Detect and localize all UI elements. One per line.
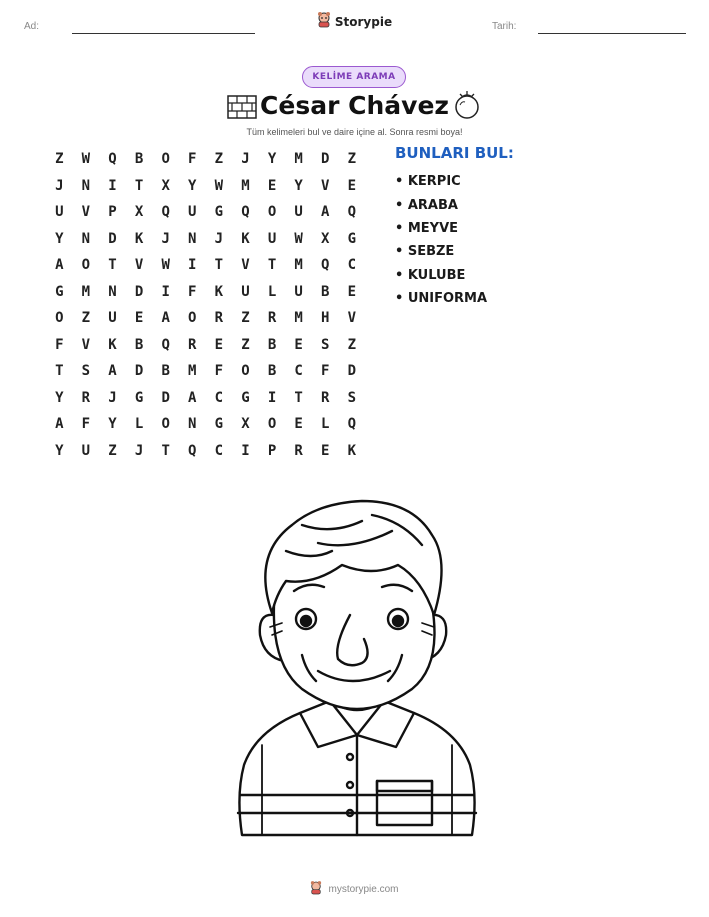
grid-letter[interactable]: P (108, 204, 117, 221)
grid-letter[interactable]: W (214, 177, 224, 194)
grid-letter[interactable]: Z (81, 310, 91, 327)
grid-letter[interactable]: S (347, 389, 357, 406)
grid-letter[interactable]: L (267, 283, 277, 300)
grid-letter[interactable]: E (267, 177, 277, 194)
grid-letter[interactable]: M (294, 257, 303, 274)
grid-letter[interactable]: R (214, 310, 224, 327)
grid-row (46, 199, 365, 226)
activity-badge: KELİME ARAMA (302, 66, 406, 88)
grid-letter[interactable]: O (267, 416, 277, 433)
grid-letter[interactable]: D (134, 363, 144, 380)
grid-letter[interactable]: V (321, 177, 330, 194)
brand-name: Storypie (334, 15, 393, 29)
man-portrait-illustration[interactable] (222, 495, 492, 859)
instructions: Tüm kelimeleri bul ve daire içine al. Sonra resmi boya! (246, 127, 463, 137)
grid-letter[interactable]: C (294, 363, 303, 380)
grid-letter[interactable]: T (267, 257, 277, 274)
grid-row (46, 173, 365, 200)
grid-letter[interactable]: U (81, 442, 91, 459)
grid-letter[interactable]: R (321, 389, 330, 406)
grid-letter[interactable]: U (294, 204, 303, 221)
grid-letter[interactable]: U (267, 230, 277, 247)
word-item: • KULUBE (395, 267, 466, 283)
grid-letter[interactable]: Q (161, 336, 170, 353)
grid-letter[interactable]: Q (347, 416, 357, 433)
grid-letter[interactable]: C (214, 389, 224, 406)
footer-url[interactable]: mystorypie.com (328, 884, 399, 895)
grid-letter[interactable]: Y (108, 416, 117, 433)
grid-letter[interactable]: N (108, 283, 117, 300)
grid-letter[interactable]: Z (347, 151, 357, 168)
grid-letter[interactable]: Y (267, 151, 277, 168)
grid-letter[interactable]: R (267, 310, 277, 327)
grid-letter[interactable]: B (134, 151, 144, 168)
grid-letter[interactable]: M (241, 177, 250, 194)
grid-letter[interactable]: B (161, 363, 170, 380)
grid-letter[interactable]: X (161, 177, 170, 194)
grid-letter[interactable]: L (134, 416, 144, 433)
grid-row (46, 358, 365, 385)
grid-letter[interactable]: K (134, 230, 144, 247)
grid-row (46, 332, 365, 359)
grid-letter[interactable]: A (108, 363, 117, 380)
grid-letter[interactable]: N (81, 177, 91, 194)
storypie-logo-icon (317, 12, 331, 32)
grid-letter[interactable]: Z (347, 336, 357, 353)
grid-letter[interactable]: I (267, 389, 277, 406)
grid-letter[interactable]: W (81, 151, 91, 168)
word-search-grid[interactable] (46, 146, 365, 464)
grid-letter[interactable]: M (81, 283, 91, 300)
grid-letter[interactable]: S (321, 336, 330, 353)
grid-letter[interactable]: O (161, 416, 170, 433)
grid-letter[interactable]: K (347, 442, 357, 459)
grid-letter[interactable]: R (81, 389, 91, 406)
grid-letter[interactable]: O (267, 204, 277, 221)
grid-letter[interactable]: P (267, 442, 277, 459)
grid-letter[interactable]: E (321, 442, 330, 459)
grid-row (46, 305, 365, 332)
grid-letter[interactable]: G (347, 230, 357, 247)
grid-letter[interactable]: T (294, 389, 303, 406)
grid-letter[interactable]: B (134, 336, 144, 353)
grid-letter[interactable]: Q (347, 204, 357, 221)
grid-letter[interactable]: U (294, 283, 303, 300)
grid-letter[interactable]: E (134, 310, 144, 327)
word-item: • MEYVE (395, 220, 459, 236)
grid-row (46, 226, 365, 253)
grid-letter[interactable]: J (134, 442, 144, 459)
grid-letter[interactable]: A (161, 310, 170, 327)
grid-letter[interactable]: N (188, 230, 197, 247)
grid-letter[interactable]: O (161, 151, 170, 168)
word-list-title: BUNLARI BUL: (395, 144, 514, 162)
grid-letter[interactable]: F (321, 363, 330, 380)
grid-letter[interactable]: G (214, 416, 224, 433)
grid-letter[interactable]: S (81, 363, 91, 380)
grid-letter[interactable]: Y (55, 389, 64, 406)
grid-letter[interactable]: W (294, 230, 303, 247)
grid-letter[interactable]: C (214, 442, 224, 459)
grid-letter[interactable]: O (55, 310, 64, 327)
grid-letter[interactable]: G (241, 389, 250, 406)
name-label: Ad: (24, 21, 40, 32)
grid-letter[interactable]: F (214, 363, 224, 380)
grid-letter[interactable]: X (134, 204, 144, 221)
grid-letter[interactable]: A (55, 257, 64, 274)
grid-letter[interactable]: N (188, 416, 197, 433)
grid-letter[interactable]: D (321, 151, 330, 168)
grid-letter[interactable]: D (347, 363, 357, 380)
grid-letter[interactable]: K (108, 336, 117, 353)
grid-row (46, 438, 365, 465)
grid-letter[interactable]: E (294, 336, 303, 353)
tomato-icon (452, 88, 482, 124)
grid-letter[interactable]: E (294, 416, 303, 433)
date-label: Tarih: (492, 21, 517, 32)
grid-row (46, 385, 365, 412)
grid-letter[interactable]: D (108, 230, 117, 247)
grid-letter[interactable]: E (214, 336, 224, 353)
grid-letter[interactable]: I (241, 442, 250, 459)
grid-letter[interactable]: H (321, 310, 330, 327)
grid-letter[interactable]: O (241, 363, 250, 380)
grid-letter[interactable]: N (81, 230, 91, 247)
grid-letter[interactable]: T (108, 257, 117, 274)
grid-letter[interactable]: J (161, 230, 170, 247)
grid-letter[interactable]: M (188, 363, 197, 380)
footer (0, 880, 709, 899)
grid-letter[interactable]: T (214, 257, 224, 274)
grid-letter[interactable]: U (241, 283, 250, 300)
grid-letter[interactable]: L (321, 416, 330, 433)
grid-letter[interactable]: R (188, 336, 197, 353)
grid-letter[interactable]: Z (55, 151, 64, 168)
grid-letter[interactable]: G (55, 283, 64, 300)
grid-letter[interactable]: U (188, 204, 197, 221)
grid-letter[interactable]: X (321, 230, 330, 247)
grid-letter[interactable]: V (134, 257, 144, 274)
word-item: • SEBZE (395, 244, 455, 260)
grid-letter[interactable]: K (241, 230, 250, 247)
grid-letter[interactable]: Q (321, 257, 330, 274)
grid-letter[interactable]: J (214, 230, 224, 247)
page-title: César Chávez (260, 91, 449, 120)
grid-letter[interactable]: I (108, 177, 117, 194)
grid-letter[interactable]: T (55, 363, 64, 380)
grid-letter[interactable]: V (81, 336, 91, 353)
grid-letter[interactable]: Z (108, 442, 117, 459)
word-list (395, 170, 487, 310)
grid-letter[interactable]: E (347, 283, 357, 300)
grid-letter[interactable]: F (188, 151, 197, 168)
grid-letter[interactable]: F (81, 416, 91, 433)
grid-letter[interactable]: Y (55, 442, 64, 459)
grid-letter[interactable]: W (161, 257, 170, 274)
grid-letter[interactable]: Y (188, 177, 197, 194)
grid-letter[interactable]: A (188, 389, 197, 406)
grid-letter[interactable]: V (81, 204, 91, 221)
grid-letter[interactable]: Z (241, 336, 250, 353)
grid-letter[interactable]: Y (294, 177, 303, 194)
name-line[interactable] (72, 33, 255, 34)
word-item: • ARABA (395, 197, 458, 213)
grid-row (46, 252, 365, 279)
grid-row (46, 411, 365, 438)
grid-letter[interactable]: U (55, 204, 64, 221)
grid-letter[interactable]: Z (241, 310, 250, 327)
grid-letter[interactable]: C (347, 257, 357, 274)
grid-letter[interactable]: G (134, 389, 144, 406)
grid-letter[interactable]: F (188, 283, 197, 300)
grid-letter[interactable]: U (108, 310, 117, 327)
grid-letter[interactable]: M (294, 310, 303, 327)
grid-letter[interactable]: J (108, 389, 117, 406)
grid-letter[interactable]: G (214, 204, 224, 221)
storypie-logo-icon (310, 880, 322, 899)
word-item: • KERPIC (395, 174, 461, 190)
grid-letter[interactable]: E (347, 177, 357, 194)
grid-letter[interactable]: K (214, 283, 224, 300)
grid-letter[interactable]: Q (241, 204, 250, 221)
grid-letter[interactable]: I (161, 283, 170, 300)
grid-letter[interactable]: A (321, 204, 330, 221)
grid-letter[interactable]: T (161, 442, 170, 459)
grid-letter[interactable]: D (134, 283, 144, 300)
grid-letter[interactable]: B (267, 336, 277, 353)
grid-letter[interactable]: O (188, 310, 197, 327)
grid-letter[interactable]: Q (108, 151, 117, 168)
grid-letter[interactable]: Q (188, 442, 197, 459)
grid-letter[interactable]: O (81, 257, 91, 274)
grid-letter[interactable]: Q (161, 204, 170, 221)
grid-letter[interactable]: J (241, 151, 250, 168)
grid-letter[interactable]: M (294, 151, 303, 168)
grid-letter[interactable]: F (55, 336, 64, 353)
grid-row (46, 146, 365, 173)
grid-letter[interactable]: D (161, 389, 170, 406)
grid-letter[interactable]: I (188, 257, 197, 274)
grid-letter[interactable]: Z (214, 151, 224, 168)
grid-letter[interactable]: Y (55, 230, 64, 247)
date-line[interactable] (538, 33, 686, 34)
grid-letter[interactable]: V (241, 257, 250, 274)
grid-letter[interactable]: J (55, 177, 64, 194)
grid-letter[interactable]: X (241, 416, 250, 433)
grid-letter[interactable]: T (134, 177, 144, 194)
word-item: • UNIFORMA (395, 291, 488, 307)
grid-letter[interactable]: B (321, 283, 330, 300)
grid-letter[interactable]: A (55, 416, 64, 433)
brand (0, 12, 709, 32)
grid-letter[interactable]: V (347, 310, 357, 327)
grid-letter[interactable]: B (267, 363, 277, 380)
grid-letter[interactable]: R (294, 442, 303, 459)
grid-row (46, 279, 365, 306)
